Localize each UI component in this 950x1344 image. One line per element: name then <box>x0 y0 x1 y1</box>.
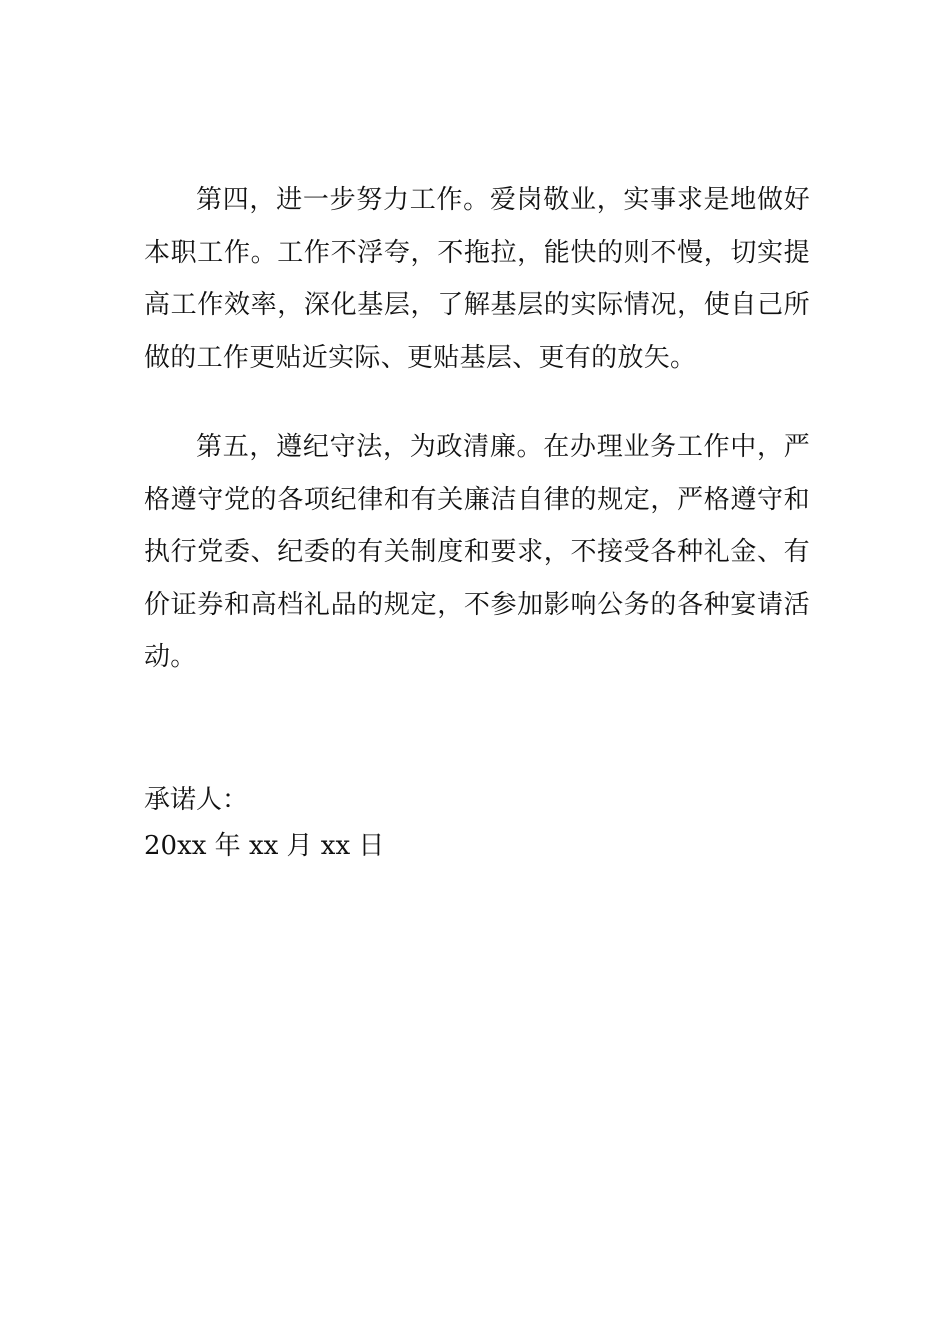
paragraph-fifth-commitment: 第五，遵纪守法，为政清廉。在办理业务工作中，严格遵守党的各项纪律和有关廉洁自律的规定，严格遵守和执行党委、纪委的有关制度和要求，不接受各种礼金、有价证券和高档礼品的规定，不参加影响公务的各种宴请活动。 <box>144 432 810 672</box>
signature-date: 20xx 年 xx 月 xx 日 <box>144 831 385 861</box>
paragraph-fourth-commitment: 第四，进一步努力工作。爱岗敬业，实事求是地做好本职工作。工作不浮夸，不拖拉，能快的则不慢，切实提高工作效率，深化基层，了解基层的实际情况，使自己所做的工作更贴近实际、更贴基层、更有的放矢。 <box>144 185 810 373</box>
signer-label: 承诺人： <box>144 785 249 815</box>
